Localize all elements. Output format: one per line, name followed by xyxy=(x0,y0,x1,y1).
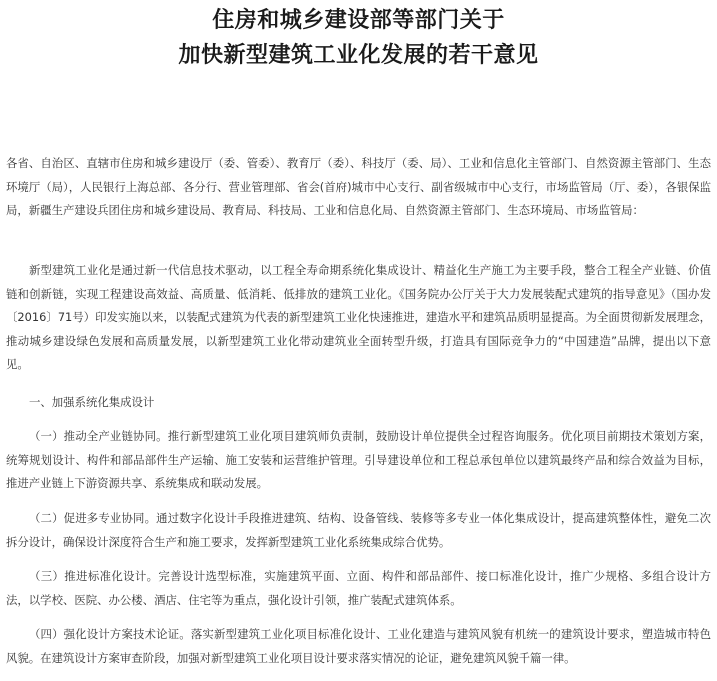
intro-paragraph: 新型建筑工业化是通过新一代信息技术驱动，以工程全寿命期系统化集成设计、精益化生产施工为主要手段，整合工程全产业链、价值链和创新链，实现工程建设高效益、高质量、低消耗、低排放的建筑工业化。《国务院办公厅关于大力发展装配式建筑的指导意见》（国办发〔2016〕71号）印发实施以来，以装配式建筑为代表的新型建筑工业化快速推进，建造水平和建筑品质明显提高。为全面贯彻新发展理念，推动城乡建设绿色发展和高质量发展，以新型建筑工业化带动建筑业全面转型升级，打造具有国际竞争力的“中国建造”品牌，提出以下意见。 xyxy=(6,263,711,371)
document-title-line-2: 加快新型建筑工业化发展的若干意见 xyxy=(178,43,539,68)
item-paragraph-3: （三）推进标准化设计。完善设计选型标准，实施建筑平面、立面、构件和部品部件、接口标准化设计，推广少规格、多组合设计方法，以学校、医院、办公楼、酒店、住宅等为重点，强化设计引领，推广装配式建筑体系。 xyxy=(6,569,711,607)
section-heading-1: 一、加强系统化集成设计 xyxy=(29,395,155,409)
item-paragraph-4: （四）强化设计方案技术论证。落实新型建筑工业化项目标准化设计、工业化建造与建筑风貌有机统一的建筑设计要求，塑造城市特色风貌。在建筑设计方案审查阶段，加强对新型建筑工业化项目设计要求落实情况的论证，避免建筑风貌千篇一律。 xyxy=(6,627,711,665)
item-paragraph-1: （一）推动全产业链协同。推行新型建筑工业化项目建筑师负责制，鼓励设计单位提供全过程咨询服务。优化项目前期技术策划方案，统筹规划设计、构件和部品部件生产运输、施工安装和运营维护管理。引导建设单位和工程总承包单位以建筑最终产品和综合效益为目标，推进产业链上下游资源共享、系统集成和联动发展。 xyxy=(6,429,711,490)
document-title-line-1: 住房和城乡建设部等部门关于 xyxy=(212,8,505,33)
addressees-paragraph: 各省、自治区、直辖市住房和城乡建设厅（委、管委）、教育厅（委）、科技厅（委、局）、工业和信息化主管部门、自然资源主管部门、生态环境厅（局），人民银行上海总部、各分行、营业管理部、省会(首府)城市中心支行、副省级城市中心支行，市场监管局（厅、委），各银保监局，新疆生产建设兵团住房和城乡建设局、教育局、科技局、工业和信息化局、自然资源主管部门、生态环境局、市场监管局： xyxy=(6,156,711,217)
item-paragraph-2: （二）促进多专业协同。通过数字化设计手段推进建筑、结构、设备管线、装修等多专业一体化集成设计，提高建筑整体性，避免二次拆分设计，确保设计深度符合生产和施工要求，发挥新型建筑工业化系统集成综合优势。 xyxy=(6,511,711,549)
